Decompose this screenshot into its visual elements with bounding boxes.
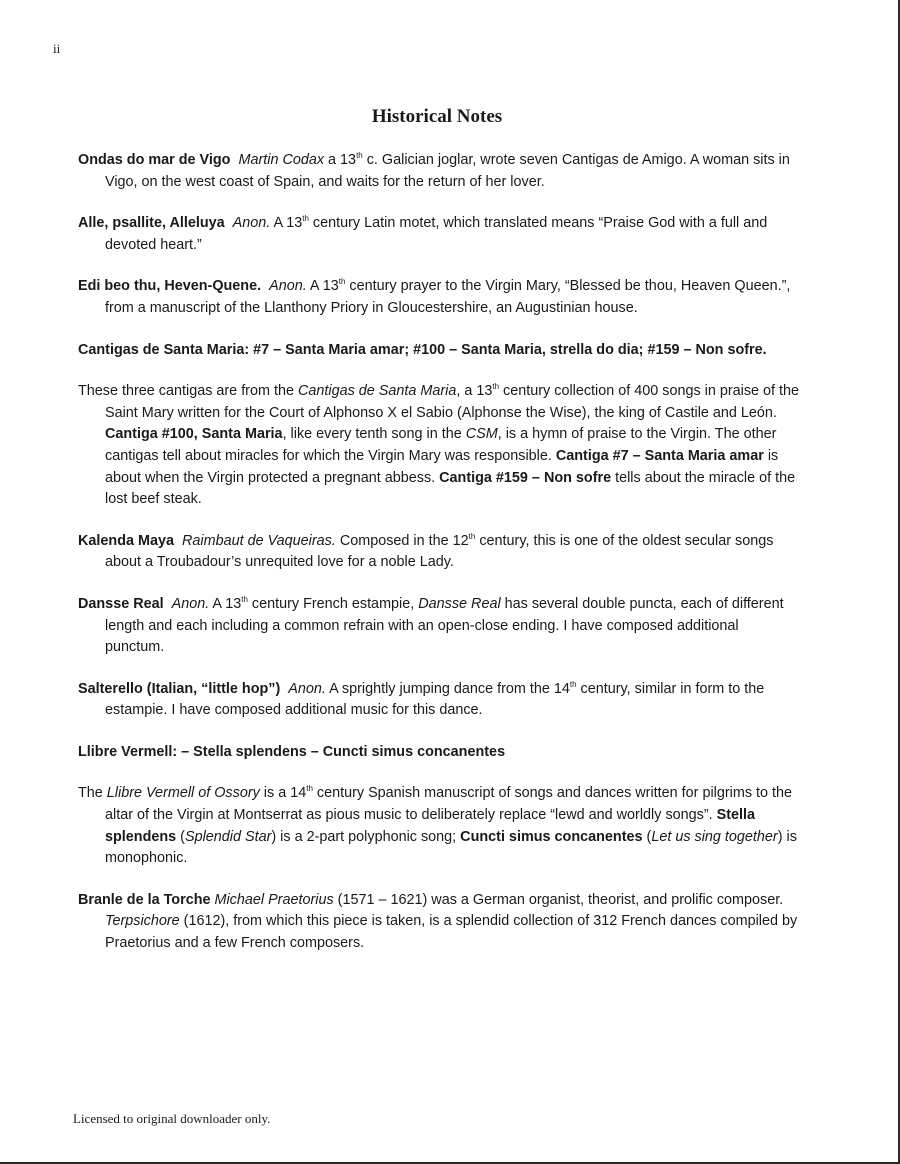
- note-text: The: [78, 785, 107, 802]
- note-title: Salterello (Italian, “little hop”): [78, 680, 281, 697]
- note-text: century prayer to the Virgin Mary, “Blessed be thou, Heaven Queen.”, from a manuscript of the Llanthony Priory in Gloucestershire, an Augustinian house.: [105, 278, 791, 316]
- note-alle-psallite-alleluya: [78, 213, 800, 256]
- note-kalenda-maya: [78, 531, 800, 574]
- note-text: has several double puncta, each of different length and each including a common refrain with an open-close ending. I have composed additional punctum.: [105, 595, 784, 656]
- note-composer: Anon.: [171, 595, 210, 612]
- note-composer: Anon.: [288, 680, 326, 697]
- note-text: century Latin motet, which translated means “Praise God with a full and devoted heart.”: [105, 215, 768, 253]
- note-text: century Spanish manuscript of songs and dances written for pilgrims to the altar of the Virgin at Montserrat as pious music to deliberately replace “lewd and worldly songs”.: [105, 785, 793, 824]
- note-text: (: [642, 828, 652, 845]
- note-text: A sprightly jumping dance from the 14: [325, 680, 570, 697]
- note-cantigas-description: [78, 381, 800, 511]
- note-text: is a 14: [259, 785, 307, 802]
- ordinal-suffix: th: [569, 679, 577, 689]
- note-text: A 13: [209, 595, 242, 612]
- note-ondas-do-mar-de-vigo: [78, 150, 800, 193]
- note-bold: Cantiga #159 – Non sofre: [439, 469, 612, 486]
- note-title: Cantigas de Santa Maria: #7 – Santa Maria amar; #100 – Santa Maria, strella do dia; #159 – Non sofre.: [78, 341, 767, 358]
- note-salterello: [78, 679, 800, 722]
- note-dansse-real: [78, 594, 800, 659]
- note-text: (: [176, 828, 185, 845]
- note-text: A 13: [270, 215, 303, 232]
- note-bold: Stella splendens: [105, 807, 756, 845]
- note-title: Alle, psallite, Alleluya: [78, 215, 225, 232]
- page-title: Historical Notes: [371, 106, 503, 127]
- note-text: century, similar in form to the estampie. I have composed additional music for this dance.: [105, 680, 765, 719]
- note-llibre-vermell-heading: [78, 742, 800, 764]
- page-number: ii: [53, 41, 61, 56]
- note-text: century, this is one of the oldest secular songs about a Troubadour’s unrequited love for a noble Lady.: [105, 532, 774, 571]
- note-italic: CSM: [465, 426, 498, 443]
- note-text: ) is a 2-part polyphonic song;: [271, 828, 461, 845]
- note-title: Dansse Real: [78, 595, 164, 612]
- note-title: Branle de la Torche: [78, 891, 211, 908]
- note-cantigas-heading: [78, 340, 800, 362]
- ordinal-suffix: th: [306, 784, 313, 794]
- note-bold: Cuncti simus concanentes: [460, 828, 643, 845]
- note-text: (1612), from which this piece is taken, is a splendid collection of 312 French dances compiled by Praetorius and a few French composers.: [105, 913, 798, 952]
- note-text: c. Galician joglar, wrote seven Cantigas de Amigo. A woman sits in Vigo, on the west coast of Spain, and waits for the return of her lover.: [105, 152, 790, 190]
- note-italic: Llibre Vermell of Ossory: [106, 785, 260, 802]
- note-title: Kalenda Maya: [78, 532, 174, 549]
- note-text: century collection of 400 songs in praise of the Saint Mary written for the Court of Alphonso X el Sabio (Alphonse the Wise), the king of Castile and León.: [105, 383, 800, 421]
- note-italic: Let us sing together: [651, 828, 778, 845]
- note-composer: Anon.: [232, 215, 271, 232]
- note-composer: Martin Codax: [238, 152, 325, 168]
- note-italic: Terpsichore: [105, 913, 180, 930]
- note-text: century French estampie,: [247, 595, 419, 612]
- note-branle-de-la-torche: [78, 890, 800, 955]
- note-italic: Splendid Star: [184, 828, 272, 845]
- ordinal-suffix: th: [356, 151, 363, 160]
- ordinal-suffix: th: [241, 594, 248, 604]
- note-text: (1571 – 1621) was a German organist, theorist, and prolific composer.: [333, 891, 784, 908]
- note-composer: Anon.: [269, 278, 307, 295]
- note-text: ) is monophonic.: [105, 828, 797, 867]
- ordinal-suffix: th: [492, 382, 500, 392]
- notes-body: [78, 150, 800, 975]
- note-italic: Cantigas de Santa Maria: [297, 383, 457, 400]
- note-text: , is a hymn of praise to the Virgin. The other cantigas tell about miracles for which the Virgin Mary was responsible.: [105, 426, 777, 464]
- note-text: a 13: [324, 152, 357, 168]
- note-text: tells about the miracle of the lost beef steak.: [105, 469, 796, 508]
- ordinal-suffix: th: [338, 277, 346, 287]
- note-text: , like every tenth song in the: [282, 426, 466, 443]
- note-italic: Dansse Real: [418, 595, 501, 612]
- ordinal-suffix: th: [302, 214, 309, 224]
- note-text: is about when the Virgin protected a pregnant abbess.: [105, 447, 779, 486]
- note-bold: Cantiga #100, Santa Maria: [105, 426, 283, 443]
- note-title: Edi beo thu, Heven-Quene.: [78, 278, 262, 295]
- license-footer: Licensed to original downloader only.: [73, 1111, 271, 1126]
- note-bold: Cantiga #7 – Santa Maria amar: [555, 447, 764, 464]
- note-llibre-vermell-description: [78, 783, 800, 869]
- note-text: , a 13: [456, 383, 493, 400]
- note-composer: Raimbaut de Vaqueiras.: [181, 532, 336, 549]
- ordinal-suffix: th: [468, 531, 476, 541]
- note-composer: Michael Praetorius: [214, 891, 334, 908]
- note-title: Llibre Vermell: – Stella splendens – Cuncti simus concanentes: [78, 743, 506, 760]
- note-text: Composed in the 12: [335, 532, 469, 549]
- note-edi-beo-thu: [78, 276, 800, 319]
- note-text: A 13: [306, 278, 339, 295]
- note-text: These three cantigas are from the: [78, 383, 298, 400]
- note-title: Ondas do mar de Vigo: [78, 152, 231, 168]
